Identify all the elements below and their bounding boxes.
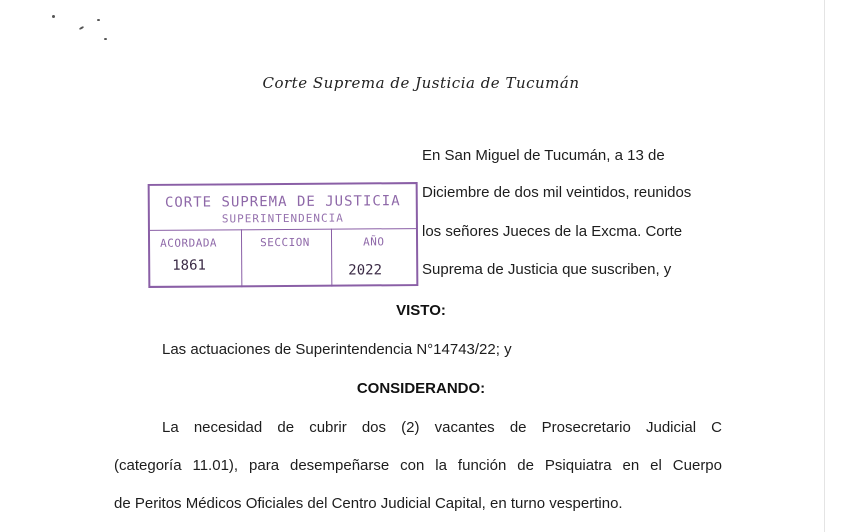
stamp-label-acordada: ACORDADA bbox=[160, 236, 218, 250]
stamp-year: 2022 bbox=[348, 262, 383, 279]
scan-speck bbox=[52, 15, 55, 18]
court-letterhead: Corte Suprema de Justicia de Tucumán bbox=[262, 74, 580, 92]
stamp-label-seccion: SECCION bbox=[260, 235, 310, 250]
considerando-line: (categoría 11.01), para desempeñarse con la función de Psiquiatra en el Cuerpo bbox=[114, 457, 722, 474]
stamp-label-anio: AÑO bbox=[363, 235, 385, 249]
stamp-acordada-number: 1861 bbox=[172, 257, 206, 274]
intro-line: los señores Jueces de la Excma. Corte bbox=[422, 223, 683, 240]
scan-speck bbox=[79, 26, 84, 30]
considerando-heading: CONSIDERANDO: bbox=[356, 380, 486, 397]
visto-heading: VISTO: bbox=[396, 302, 446, 319]
intro-line: En San Miguel de Tucumán, a 13 de bbox=[422, 147, 665, 164]
stamp-subtitle: SUPERINTENDENCIA bbox=[221, 211, 344, 226]
considerando-line: de Peritos Médicos Oficiales del Centro Judicial Capital, en turno vespertino. bbox=[114, 495, 623, 512]
considerando-line: La necesidad de cubrir dos (2) vacantes de Prosecretario Judicial C bbox=[162, 419, 722, 436]
scan-speck bbox=[97, 19, 100, 21]
visto-text: Las actuaciones de Superintendencia N°14743/22; y bbox=[162, 341, 512, 358]
stamp-column-divider bbox=[241, 229, 242, 287]
intro-line: Suprema de Justicia que suscriben, y bbox=[422, 261, 672, 278]
stamp-title: CORTE SUPREMA DE JUSTICIA bbox=[164, 193, 401, 211]
scan-speck bbox=[104, 38, 107, 40]
stamp-divider bbox=[150, 228, 416, 231]
superintendencia-stamp bbox=[148, 182, 419, 288]
stamp-column-divider bbox=[331, 229, 332, 287]
intro-line: Diciembre de dos mil veintidos, reunidos bbox=[422, 184, 692, 201]
